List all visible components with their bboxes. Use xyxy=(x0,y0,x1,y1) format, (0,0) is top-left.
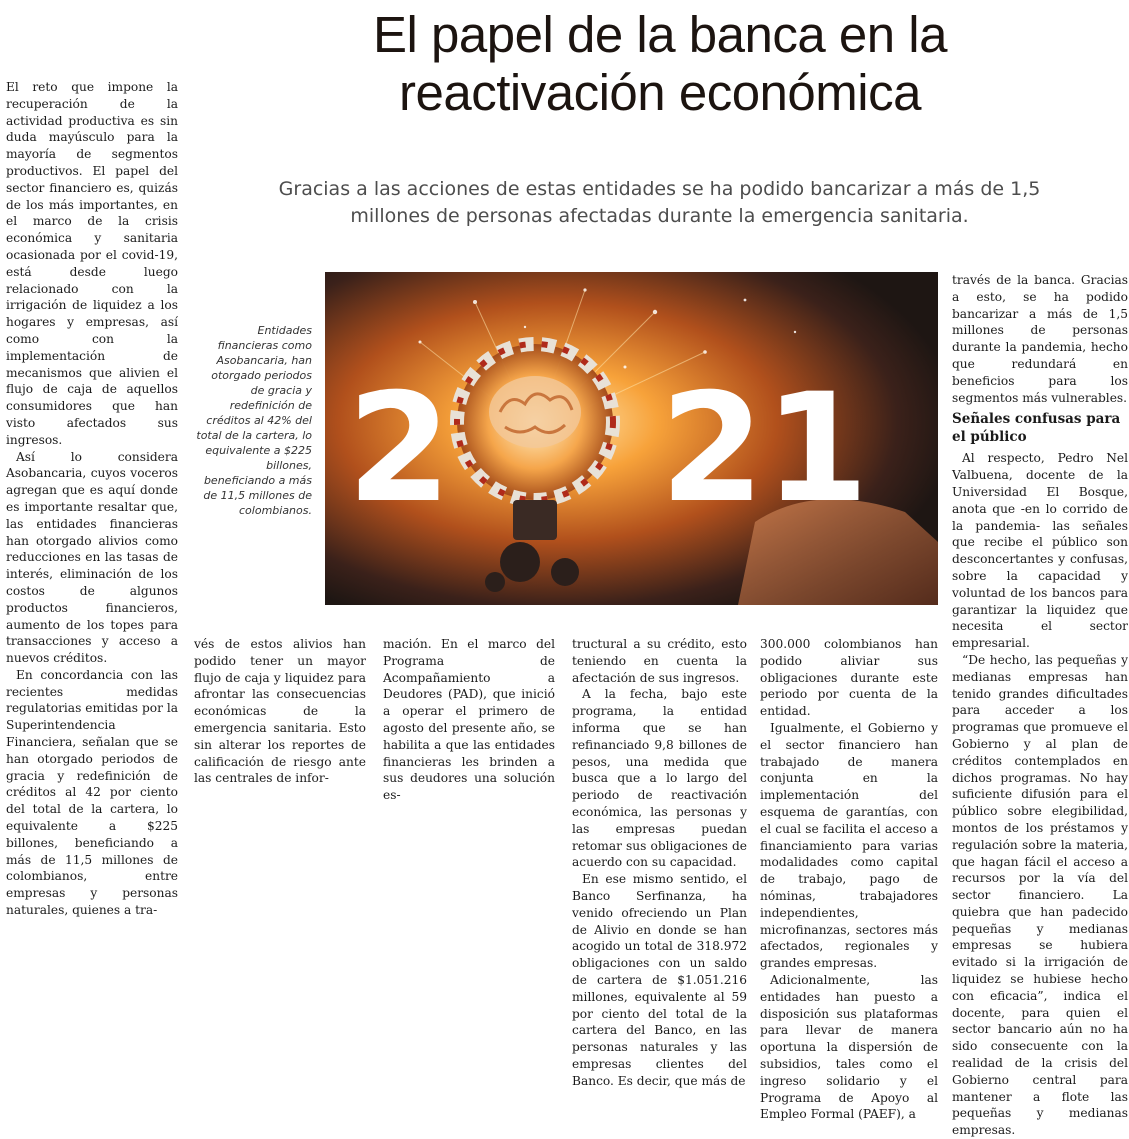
article-column-3 xyxy=(383,636,555,803)
paragraph: vés de estos alivios han podido tener un mayor flujo de caja y liquidez para afrontar las consecuencias económicas de la emergencia sanitaria. Esto sin alterar los reportes de calificación de riesgo ante las centrales de infor- xyxy=(194,637,366,786)
paragraph: El reto que impone la recuperación de la actividad productiva es sin duda mayúsculo para la mayoría de segmentos productivos. El papel del sector financiero es, quizás de los más importantes, en el marco de la crisis económica y sanitaria ocasionada por el covid-19, está desde luego relacionado con la irrigación de liquidez a los hogares y empresas, así como con la implementación de mecanismos que alivien el flujo de caja de aquellos consumidores que han visto afectados sus ingresos. xyxy=(6,80,178,447)
article-headline: El papel de la banca en la reactivación económica xyxy=(373,6,947,121)
article-column-1 xyxy=(6,79,178,918)
article-photo xyxy=(325,272,938,605)
paragraph: Al respecto, Pedro Nel Valbuena, docente de la Universidad El Bosque, anota que -en lo corrido de la pandemia- las señales que recibe el público son desconcertantes y confusas, sobre la capacidad y voluntad de los bancos para garantizar la liquidez que necesita el sector empresarial. xyxy=(952,451,1128,651)
paragraph: En ese mismo sentido, el Banco Serfinanza, ha venido ofreciendo un Plan de Alivio en donde se han acogido un total de 318.972 obligaciones con un saldo de cartera de $1.051.216 millones, equivalente al 59 por ciento del total de la cartera del Banco, en las personas naturales y las empresas clientes del Banco. Es decir, que más de xyxy=(572,872,747,1088)
paragraph: mación. En el marco del Programa de Acompañamiento a Deudores (PAD), que inició a operar el primero de agosto del presente año, se habilita a que las entidades financieras les brinden a sus deudores una solución es- xyxy=(383,637,555,803)
paragraph: Igualmente, el Gobierno y el sector financiero han trabajado de manera conjunta en la implementación del esquema de garantías, con el cual se facilita el acceso a financiamiento para varias modalidades como capital de trabajo, pago de nóminas, trabajadores independientes, microfinanzas, sectores más afectados, regionales y grandes empresas. xyxy=(760,720,938,971)
photo-caption: Entidades financieras como Asobancaria, han otorgado periodos de gracia y redefinición de créditos al 42% del total de la cartera, lo equivalente a $225 billones, beneficiando a más de 11,5 millones de colombianos. xyxy=(196,324,312,517)
article-column-2 xyxy=(194,636,366,786)
article-column-6 xyxy=(952,272,1128,1138)
section-subheading: Señales confusas para el público xyxy=(952,411,1121,446)
paragraph: Adicionalmente, las entidades han puesto a disposición sus plataformas para llevar de manera oportuna la dispersión de subsidios, tales como el ingreso solidario y el Programa de Apoyo al Empleo Formal (PAEF), a xyxy=(760,972,938,1122)
article-subhead: Gracias a las acciones de estas entidades se ha podido bancarizar a más de 1,5 millones de personas afectadas durante la emergencia sanitaria. xyxy=(278,178,1041,227)
article-column-5 xyxy=(760,636,938,1122)
paragraph: tructural a su crédito, esto teniendo en cuenta la afectación de sus ingresos. xyxy=(572,637,747,685)
paragraph: En concordancia con las recientes medidas regulatorias emitidas por la Superintendencia Financiera, señalan que se han otorgado periodos de gracia y redefinición de créditos al 42 por ciento del total de la cartera, lo equivalente a $225 billones, beneficiando a más de 11,5 millones de colombianos, entre empresas y personas naturales, quienes a tra- xyxy=(6,667,178,918)
paragraph: 300.000 colombianos han podido aliviar sus obligaciones durante este periodo por cuenta de la entidad. xyxy=(760,637,938,719)
paragraph: “De hecho, las pequeñas y medianas empresas han tenido grandes dificultades para acceder a los programas que promueve el Gobierno y al plan de créditos contemplados en dichos programas. No hay suficiente difusión para el público sobre elegibilidad, montos de los préstamos y regulación sobre la materia, que hagan fácil el acceso a recursos por la vía del sector financiero. La quiebra que han padecido pequeñas y medianas empresas se hubiera evitado si la irrigación de liquidez se hubiese hecho con eficacia”, indica el docente, para quien el sector bancario aún no ha sido consecuente con la realidad de la crisis del Gobierno central para mantener a flote las pequeñas y medianas empresas. xyxy=(952,652,1128,1138)
year-digits-right: 21 xyxy=(660,362,869,536)
paragraph: Así lo considera Asobancaria, cuyos voceros agregan que es aquí donde es importante resaltar que, las entidades financieras han otorgado alivios como reducciones en las tasas de interés, eliminación de los costos de algunos productos financieros, aumento de los topes para transacciones y acceso a nuevos créditos. xyxy=(6,449,178,666)
paragraph: través de la banca. Gracias a esto, se ha podido bancarizar a más de 1,5 millones de personas durante la pandemia, hecho que redundará en beneficios para los segmentos más vulnerables. xyxy=(952,273,1128,405)
paragraph: A la fecha, bajo este programa, la entidad informa que se han refinanciado 9,8 billones de pesos, una medida que busca que a lo largo del periodo de reactivación económica, las personas y las empresas puedan retomar sus obligaciones de acuerdo con su capacidad. xyxy=(572,687,747,870)
year-digit-left: 2 xyxy=(347,362,452,536)
article-column-4 xyxy=(572,636,747,1088)
lightbulb-brain-2021-illustration xyxy=(325,272,938,605)
